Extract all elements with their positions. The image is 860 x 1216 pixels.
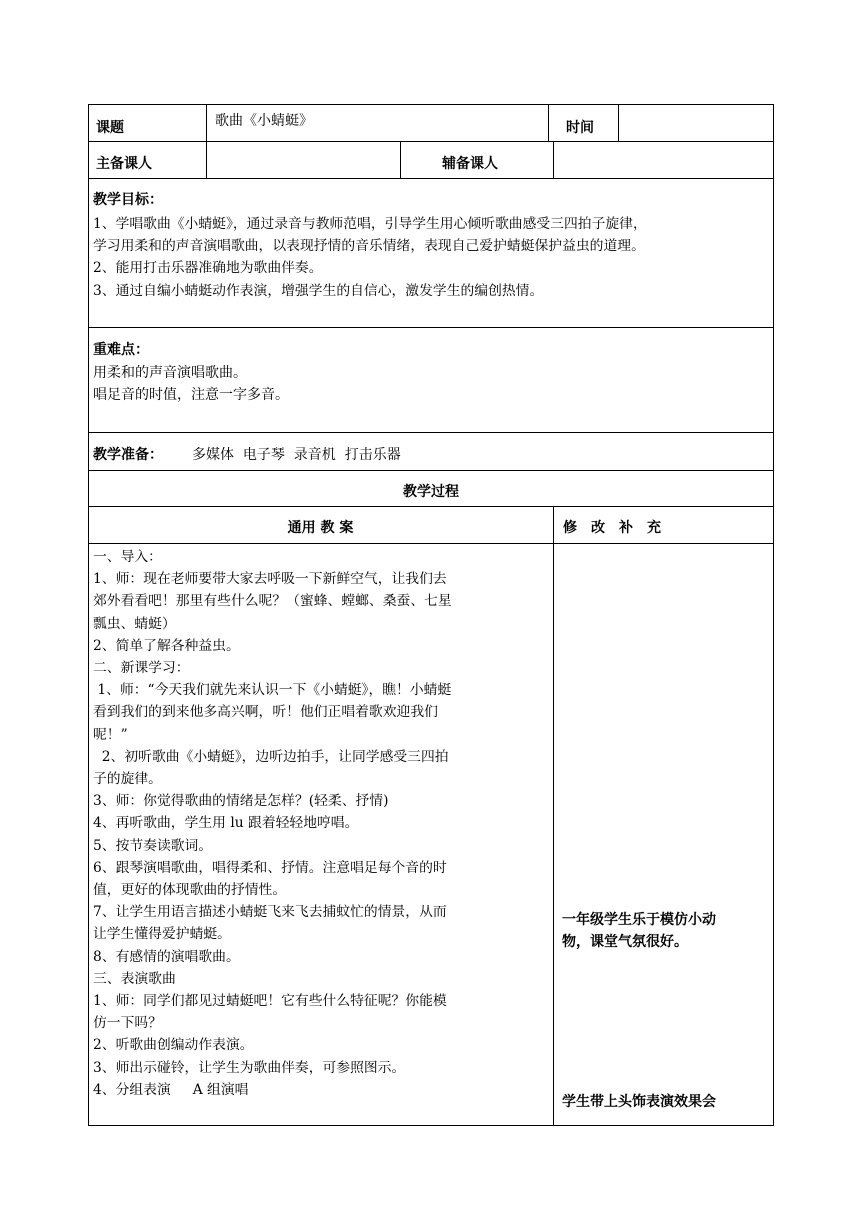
process-line: 2、简单了解各种益虫。: [93, 637, 240, 654]
process-col-right: 修 改 补 充: [563, 520, 661, 536]
objective-line: 1、学唱歌曲《小蜻蜓》，通过录音与教师范唱，引导学生用心倾听歌曲感受三四拍子旋律，: [93, 216, 647, 232]
row-divider: [88, 506, 774, 507]
process-line: 让学生懂得爱护蜻蜓。: [93, 926, 231, 943]
process-col-left: 通用 教 案: [287, 520, 354, 536]
note-line: 物，课堂气氛很好。: [562, 934, 688, 950]
objective-line: 2、能用打击乐器准确地为歌曲伴奏。: [93, 260, 323, 277]
process-line: 2、听歌曲创编动作表演。: [93, 1037, 254, 1054]
row-divider: [88, 327, 774, 328]
process-line: 1、师：“今天我们就先来认识一下《小蜻蜓》，瞧！小蜻蜓: [93, 682, 452, 699]
process-line: 看到我们的到来他多高兴啊，听！他们正唱着歌欢迎我们: [93, 704, 438, 721]
process-line: 子的旋律。: [93, 771, 162, 788]
note-line: 一年级学生乐于模仿小动: [562, 912, 716, 928]
process-line: 4、再听歌曲，学生用 lu 跟着轻轻地哼唱。: [93, 815, 359, 832]
process-line: 一、导入：: [93, 549, 162, 565]
objectives-text: [93, 213, 647, 302]
process-line: 二、新课学习：: [93, 660, 190, 677]
col-divider: [400, 141, 401, 178]
process-line: 值，更好的体现歌曲的抒情性。: [93, 882, 287, 899]
process-line: 3、师出示碰铃，让学生为歌曲伴奏，可参照图示。: [93, 1059, 406, 1076]
process-line: 5、按节奏读歌词。: [93, 837, 213, 854]
process-line: 6、跟琴演唱歌曲，唱得柔和、抒情。注意唱足每个音的时: [93, 859, 447, 876]
process-line: 瓢虫、蜻蜓）: [93, 615, 176, 632]
key-point-line: 唱足音的时值，注意一字多音。: [93, 387, 289, 404]
preparation-value: 多媒体 电子琴 录音机 打击乐器: [192, 447, 401, 463]
col-divider: [206, 141, 207, 178]
process-line: 1、师：现在老师要带大家去呼吸一下新鲜空气，让我们去: [93, 571, 447, 588]
col-divider: [206, 104, 207, 141]
assist-teacher-label: 辅备课人: [442, 156, 498, 172]
key-points-text: [93, 362, 289, 406]
process-line: 8、有感情的演唱歌曲。: [93, 948, 240, 965]
revision-note-2: 学生带上头饰表演效果会: [562, 1094, 716, 1110]
objectives-title: 教学目标：: [93, 192, 163, 208]
revision-note-1: [562, 909, 716, 953]
process-text: [93, 546, 452, 1101]
process-line: 3、师：你觉得歌曲的情绪是怎样？(轻柔、抒情): [93, 793, 389, 810]
topic-label: 课题: [96, 120, 124, 136]
col-divider: [553, 506, 554, 1126]
time-label: 时间: [566, 120, 594, 136]
col-divider: [553, 141, 554, 178]
process-line: 4、分组表演 A 组演唱: [93, 1081, 249, 1098]
process-title: 教学过程: [403, 484, 459, 500]
row-divider: [88, 432, 774, 433]
process-line: 呢！”: [93, 726, 128, 743]
topic-value: 歌曲《小蜻蜓》: [215, 113, 313, 129]
key-point-line: 用柔和的声音演唱歌曲。: [93, 365, 247, 381]
row-divider: [88, 543, 774, 544]
row-divider: [88, 470, 774, 471]
objective-line: 学习用柔和的声音演唱歌曲，以表现抒情的音乐情绪，表现自己爱护蜻蜓保护益虫的道理。: [93, 238, 645, 255]
row-divider: [88, 178, 774, 179]
row-divider: [88, 141, 774, 142]
col-divider: [548, 104, 549, 141]
objective-line: 3、通过自编小蜻蜓动作表演，增强学生的自信心，激发学生的编创热情。: [93, 282, 544, 299]
col-divider: [618, 104, 619, 141]
key-points-title: 重难点：: [93, 342, 149, 358]
lead-teacher-label: 主备课人: [96, 156, 152, 172]
process-line: 仿一下吗？: [93, 1015, 162, 1032]
process-line: 1、师：同学们都见过蜻蜓吧！它有些什么特征呢？你能模: [93, 993, 447, 1010]
process-line: 郊外看看吧！那里有些什么呢？（蜜蜂、螳螂、桑蚕、七星: [93, 593, 452, 610]
preparation-title: 教学准备：: [93, 447, 163, 463]
process-line: 7、让学生用语言描述小蜻蜓飞来飞去捕蚊忙的情景，从而: [93, 904, 447, 921]
process-line: 2、初听歌曲《小蜻蜓》，边听边拍手，让同学感受三四拍: [93, 748, 449, 765]
process-line: 三、表演歌曲: [93, 970, 176, 987]
